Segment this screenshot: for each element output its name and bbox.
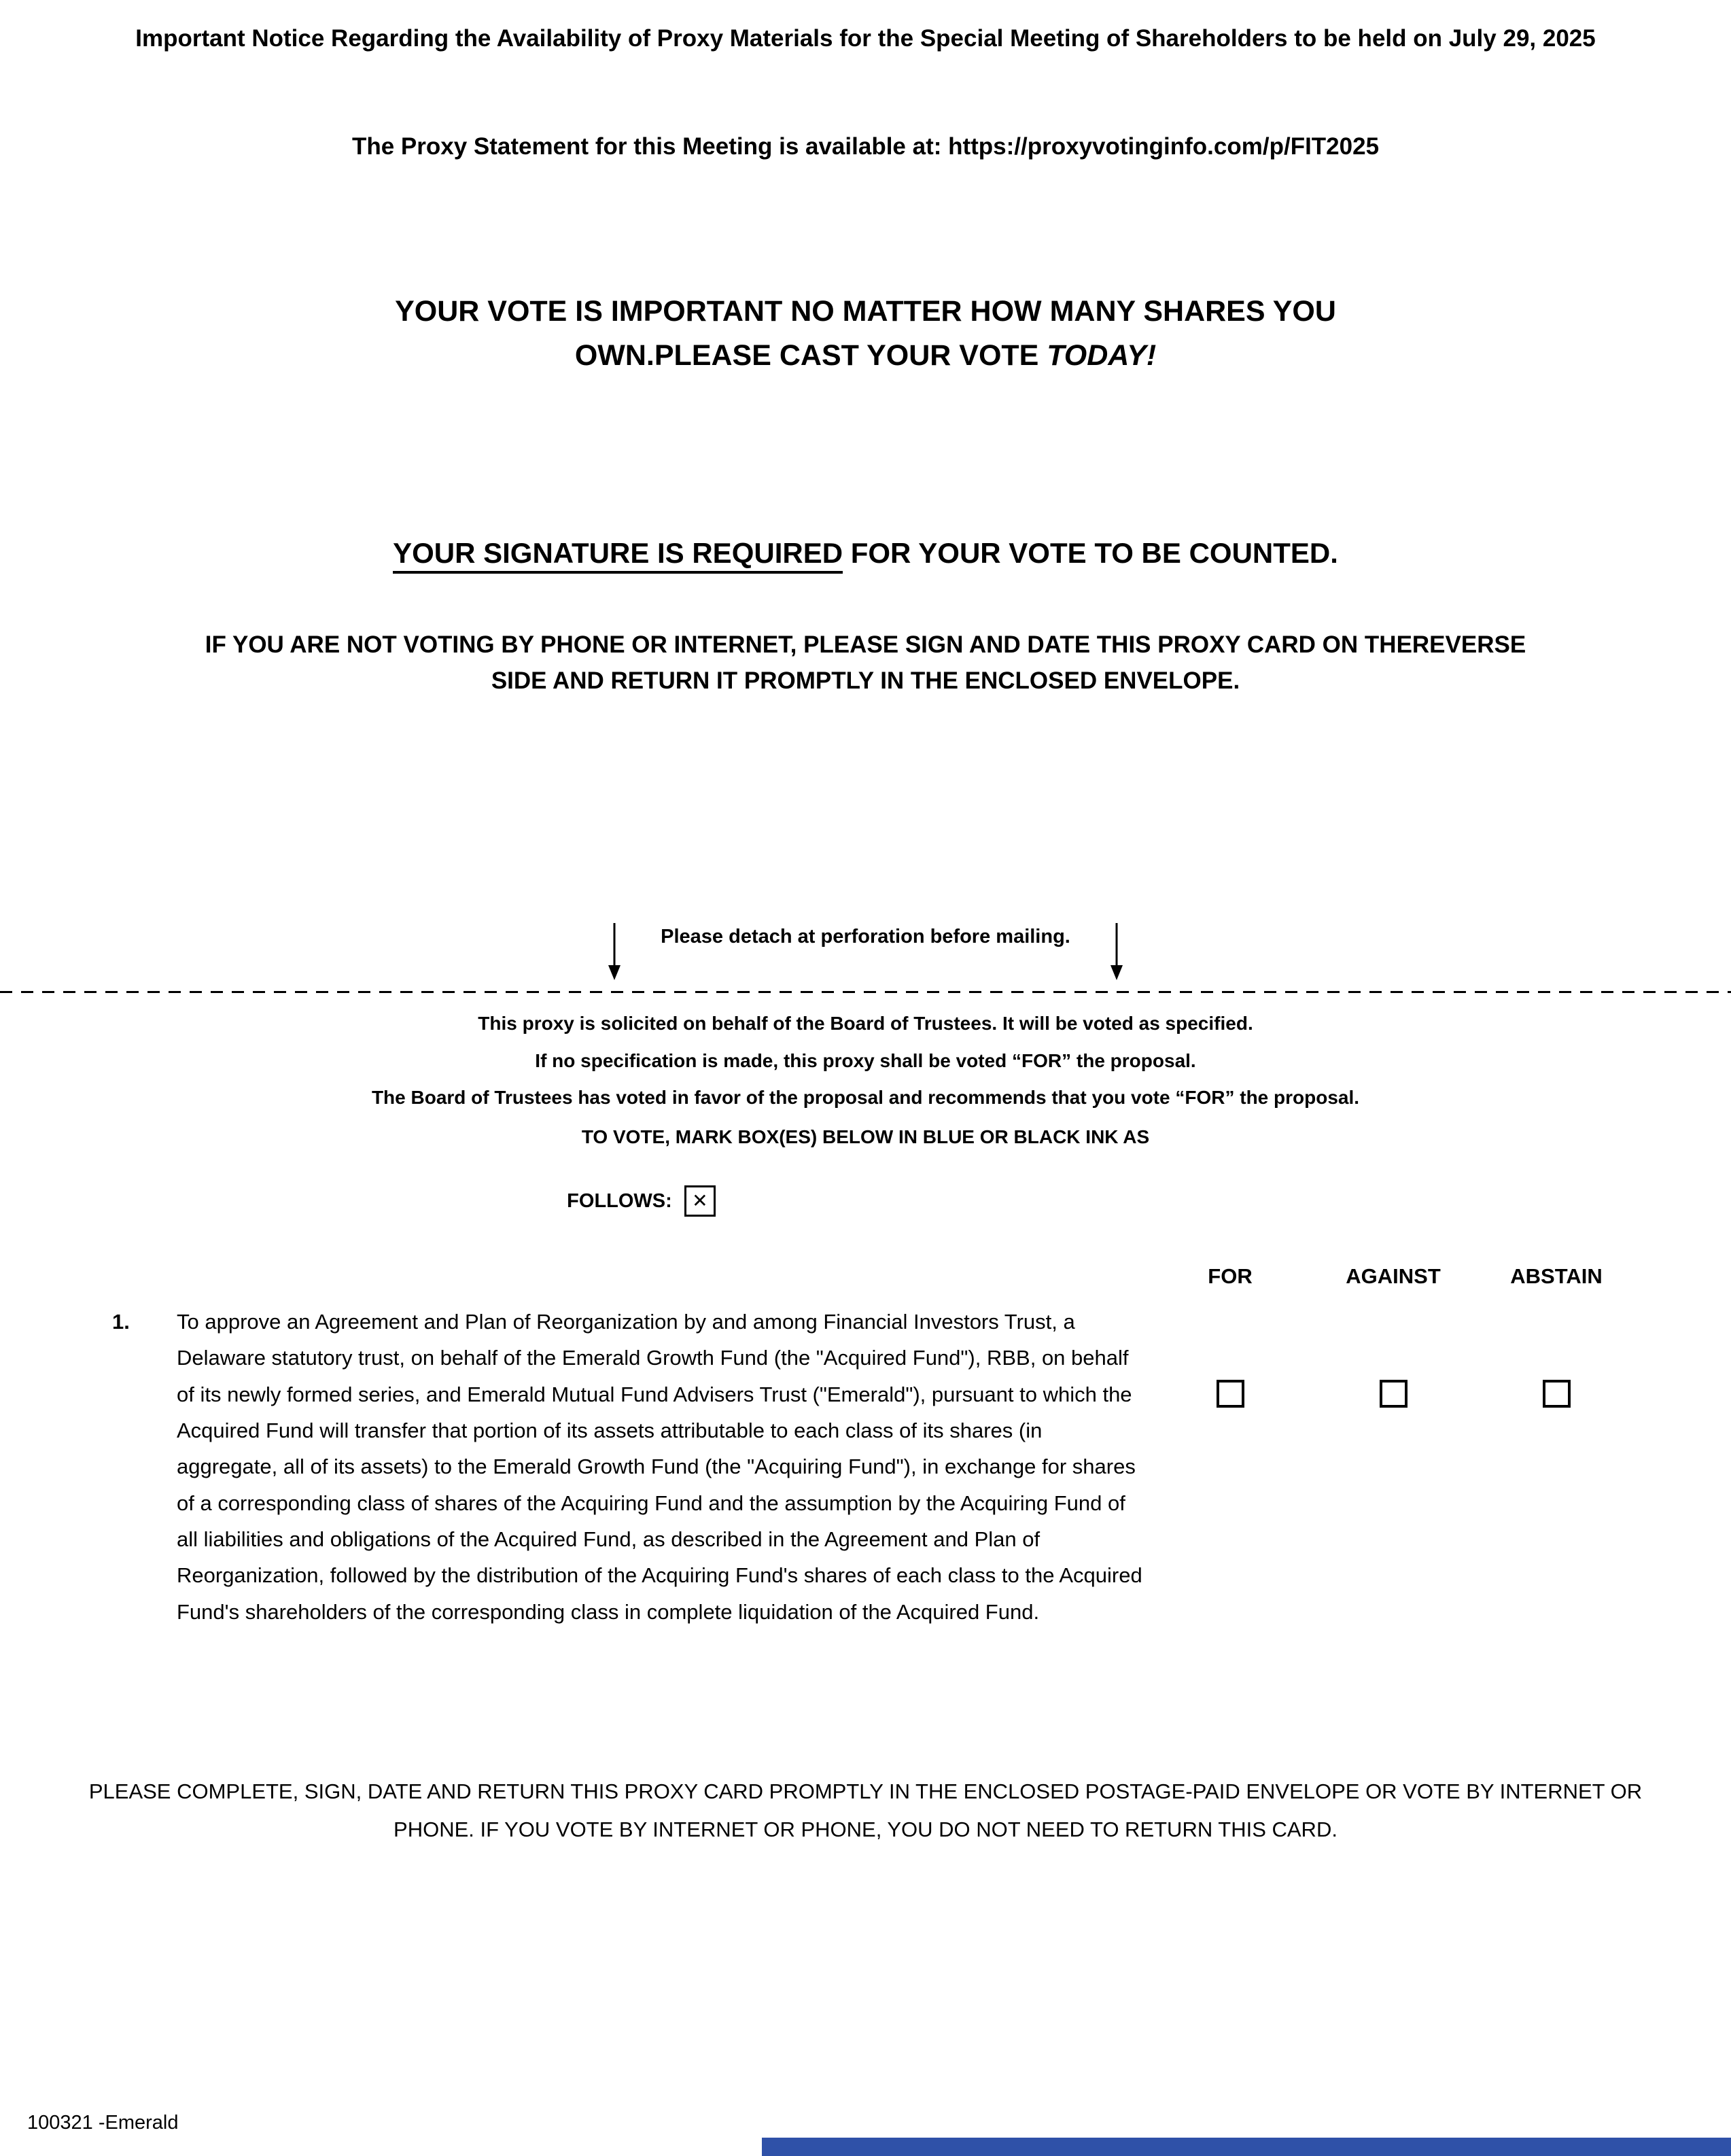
follows-example-checkbox: ✕ <box>684 1185 716 1217</box>
for-checkbox-cell <box>1149 1304 1312 1408</box>
vote-column-headers <box>0 1264 1731 1289</box>
solicitation-line: The Board of Trustees has voted in favor of the proposal and recommends that you vote “FOR” the proposal. <box>371 1087 1360 1109</box>
against-column-header: AGAINST <box>1346 1264 1441 1289</box>
vote-header-spacer <box>112 1264 1149 1289</box>
for-column-header: FOR <box>1208 1264 1253 1289</box>
down-arrow-icon <box>606 923 623 981</box>
solicitation-statement <box>0 1005 1731 1117</box>
perforation-dashed-line <box>0 991 1731 993</box>
follows-row <box>0 1185 1507 1217</box>
proposal-1-row <box>0 1304 1731 1630</box>
against-checkbox-cell <box>1312 1304 1475 1408</box>
for-checkbox[interactable] <box>1217 1380 1244 1408</box>
signature-required-underlined-text: YOUR SIGNATURE IS REQUIRED <box>393 537 843 574</box>
proposal-1-vote-boxes <box>1149 1304 1638 1408</box>
follows-label: FOLLOWS: <box>567 1189 672 1212</box>
against-checkbox[interactable] <box>1380 1380 1407 1408</box>
proposal-1-number: 1. <box>112 1310 130 1334</box>
bottom-accent-bar <box>762 2138 1731 2156</box>
vote-important-callout <box>322 290 1410 377</box>
vote-column-header-group <box>1149 1264 1638 1289</box>
abstain-column-header: ABSTAIN <box>1510 1264 1603 1289</box>
mark-boxes-instruction: TO VOTE, MARK BOX(ES) BELOW IN BLUE OR BLACK INK AS <box>581 1126 1150 1148</box>
proposal-1-text: To approve an Agreement and Plan of Reorganization by and among Financial Investors Trust, a Delaware statutory trust, on behalf of the Emerald Growth Fund (the "Acquired Fund"), RBB, on behalf of its newly formed series, and Emerald Mutual Fund Advisers Trust ("Emerald"), pursuant to which the Acquired Fund will transfer that portion of its assets attributable to each class of its shares (in aggregate, all of its assets) to the Emerald Growth Fund (the "Acquiring Fund"), in exchange for shares of a corresponding class of shares of the Acquiring Fund and the assumption by the Acquiring Fund of all liabilities and obligations of the Acquired Fund, as described in the Agreement and Plan of Reorganization, followed by the distribution of the Acquiring Fund's shares of each class to the Acquired Fund's shareholders of the corresponding class in complete liquidation of the Acquired Fund. <box>177 1310 1142 1624</box>
proxy-statement-availability: The Proxy Statement for this Meeting is available at: https://proxyvotinginfo.com/p/FIT2025 <box>351 133 1380 160</box>
form-code: 100321 -Emerald <box>27 2112 179 2134</box>
vote-important-text: YOUR VOTE IS IMPORTANT NO MATTER HOW MANY SHARES YOU OWN.PLEASE CAST YOUR VOTE <box>395 295 1336 372</box>
abstain-checkbox-cell <box>1475 1304 1638 1408</box>
down-arrow-icon <box>1108 923 1125 981</box>
signature-required-rest-text: FOR YOUR VOTE TO BE COUNTED. <box>843 537 1338 570</box>
solicitation-line: If no specification is made, this proxy shall be voted “FOR” the proposal. <box>535 1049 1196 1071</box>
notice-title: Important Notice Regarding the Availability of Proxy Materials for the Special Meeting of Shareholders to be held on July 29, 2025 <box>135 25 1596 52</box>
return-card-instruction: PLEASE COMPLETE, SIGN, DATE AND RETURN THIS PROXY CARD PROMPTLY IN THE ENCLOSED POSTAGE-PAID ENVELOPE OR VOTE BY INTERNET OR PHONE. IF YOU VOTE BY INTERNET OR PHONE, YOU DO NOT NEED TO RETURN THIS CARD. <box>88 1779 1643 1841</box>
vote-important-today: TODAY! <box>1047 338 1157 372</box>
solicitation-line: This proxy is solicited on behalf of the Board of Trustees. It will be voted as specified. <box>478 1013 1253 1034</box>
signature-required-callout <box>0 537 1731 570</box>
abstain-checkbox[interactable] <box>1543 1380 1571 1408</box>
detach-instruction-row <box>0 923 1731 981</box>
not-voting-instructions: IF YOU ARE NOT VOTING BY PHONE OR INTERNET, PLEASE SIGN AND DATE THIS PROXY CARD ON THEREVERSE SIDE AND RETURN IT PROMPTLY IN THE ENCLOSED ENVELOPE. <box>205 631 1526 694</box>
detach-instruction-label: Please detach at perforation before mailing. <box>661 926 1070 948</box>
